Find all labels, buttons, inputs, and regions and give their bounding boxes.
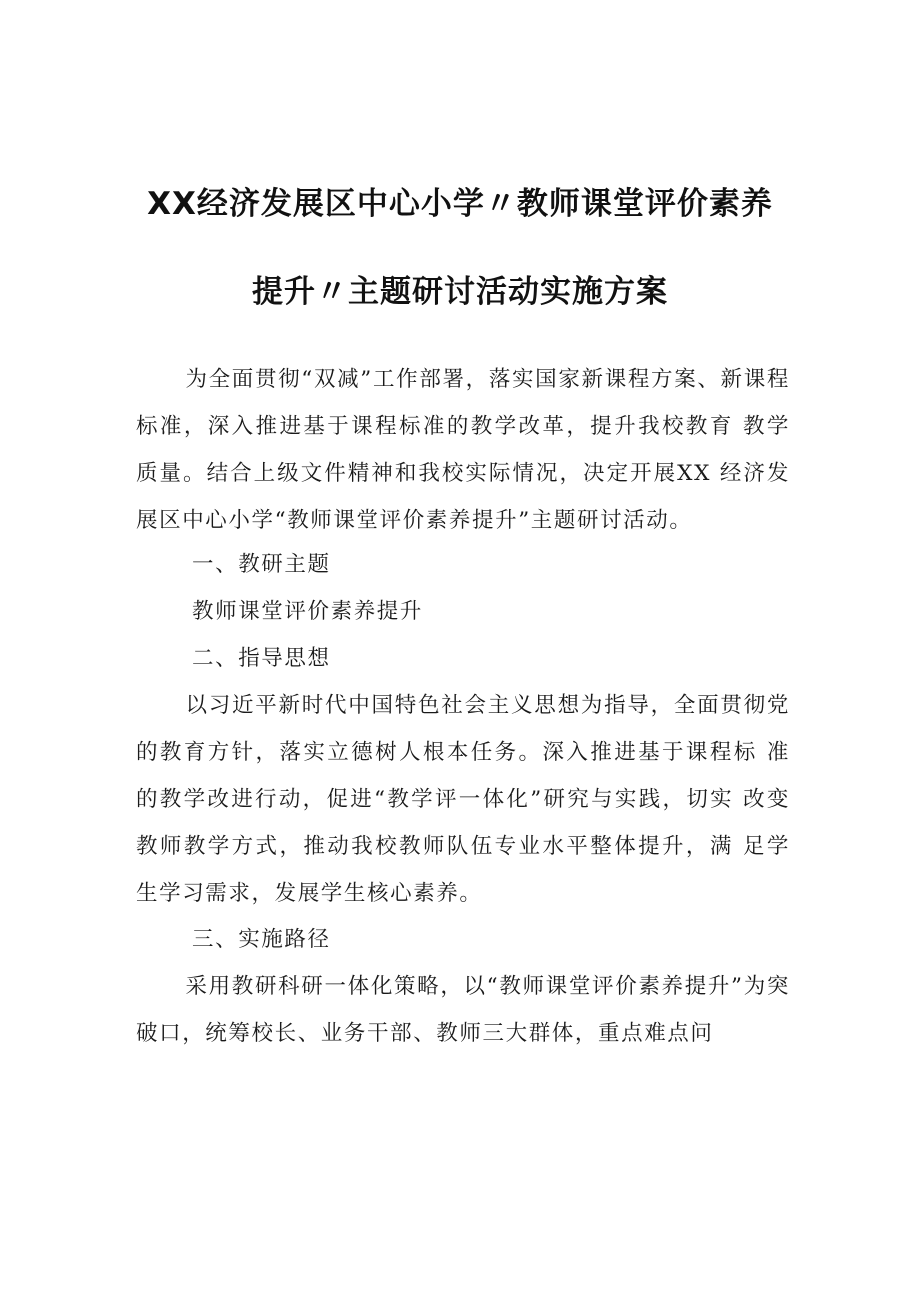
section-body-guiding-ideology: 以习近平新时代中国特色社会主义思想为指导，全面贯彻党的教育方针，落实立德树人根本任务。深入推进基于课程标 准的教学改进行动，促进“教学评一体化”研究与实践，切实 改变教师教学方式，推动我校教师队伍专业水平整体提升，满 足学生学习需求，发展学生核心素养。 [136, 693, 790, 906]
section-heading-guiding-ideology: 二、指导思想 [192, 646, 331, 671]
intro-paragraph: 为全面贯彻“双减”工作部署，落实国家新课程方案、新课程标准，深入推进基于课程标准的教学改革，提升我校教育 教学质量。结合上级文件精神和我校实际情况，决定开展XX 经济发展区中心小学“教师课堂评价素养提升”主题研讨活动。 [136, 367, 790, 533]
section-heading-theme: 一、教研主题 [192, 552, 331, 577]
document-title-line-2: 提升〃主题研讨活动实施方案 [252, 274, 668, 310]
section-body-theme: 教师课堂评价素养提升 [192, 599, 424, 624]
section-heading-implementation-path: 三、实施路径 [192, 927, 331, 952]
section-body-implementation-path: 采用教研科研一体化策略，以“教师课堂评价素养提升”为突破口，统筹校长、业务干部、教师三大群体，重点难点问 [136, 974, 790, 1046]
document-title-line-1: XX经济发展区中心小学〃教师课堂评价素养 [147, 186, 773, 222]
